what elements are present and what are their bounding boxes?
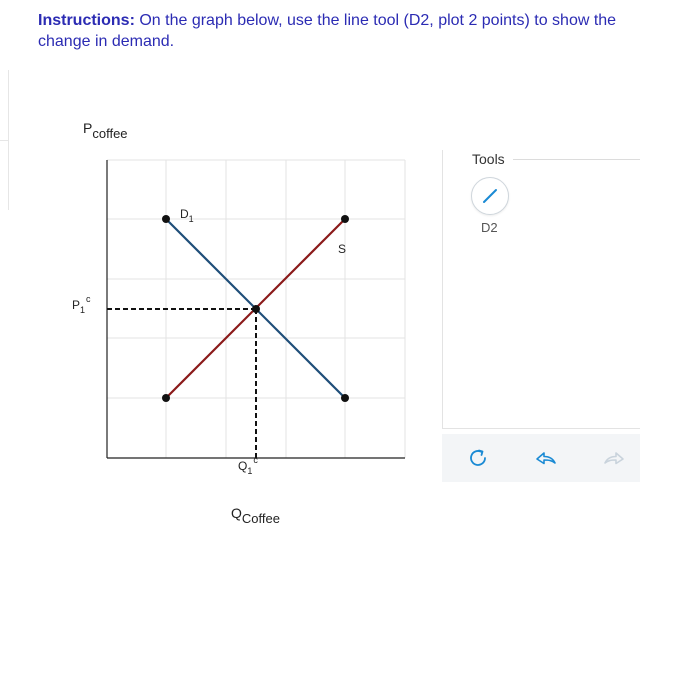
line-tool-icon [472,178,508,214]
supply-curve-label: S [338,242,347,256]
supply-point-end[interactable] [341,215,349,223]
undo-button[interactable] [534,446,558,470]
instructions-label: Instructions: [38,12,135,29]
y-axis-label-main: P [83,120,93,136]
tools-title-rule [513,159,640,160]
instructions-body: On the graph below, use the line tool (D2, plot 2 points) to show the change in demand. [38,12,617,50]
line-tool-label: D2 [481,220,498,235]
demand-label-main: D [180,207,189,221]
equilibrium-quantity-sub: 1 [247,466,253,476]
equilibrium-price-main: P [72,298,81,312]
demand-label-sub: 1 [188,214,194,224]
equilibrium-price-sub: 1 [80,305,86,315]
equilibrium-quantity-main: Q [238,459,248,473]
reset-button[interactable] [466,446,490,470]
tools-title: Tools [472,151,505,167]
supply-point-start[interactable] [162,394,170,402]
y-axis-label [83,120,128,141]
demand-point-start[interactable] [162,215,170,223]
equilibrium-point [252,305,260,313]
line-tool-button[interactable] [471,177,509,215]
x-axis-label-main: Q [231,505,242,521]
y-axis-label-sub: coffee [92,126,128,141]
equilibrium-quantity-label [238,455,258,476]
undo-icon [534,446,558,470]
demand-curve-label [180,207,194,224]
redo-icon [602,446,626,470]
reset-icon [466,446,490,470]
redo-button[interactable] [602,446,626,470]
equilibrium-price-label [72,294,91,315]
equilibrium-price-sup: c [86,294,91,304]
tools-panel [442,150,640,429]
action-bar [442,434,640,482]
x-axis-label-sub: Coffee [241,511,280,526]
demand-point-end[interactable] [341,394,349,402]
x-axis-label [231,505,280,526]
equilibrium-quantity-sup: c [253,455,258,465]
